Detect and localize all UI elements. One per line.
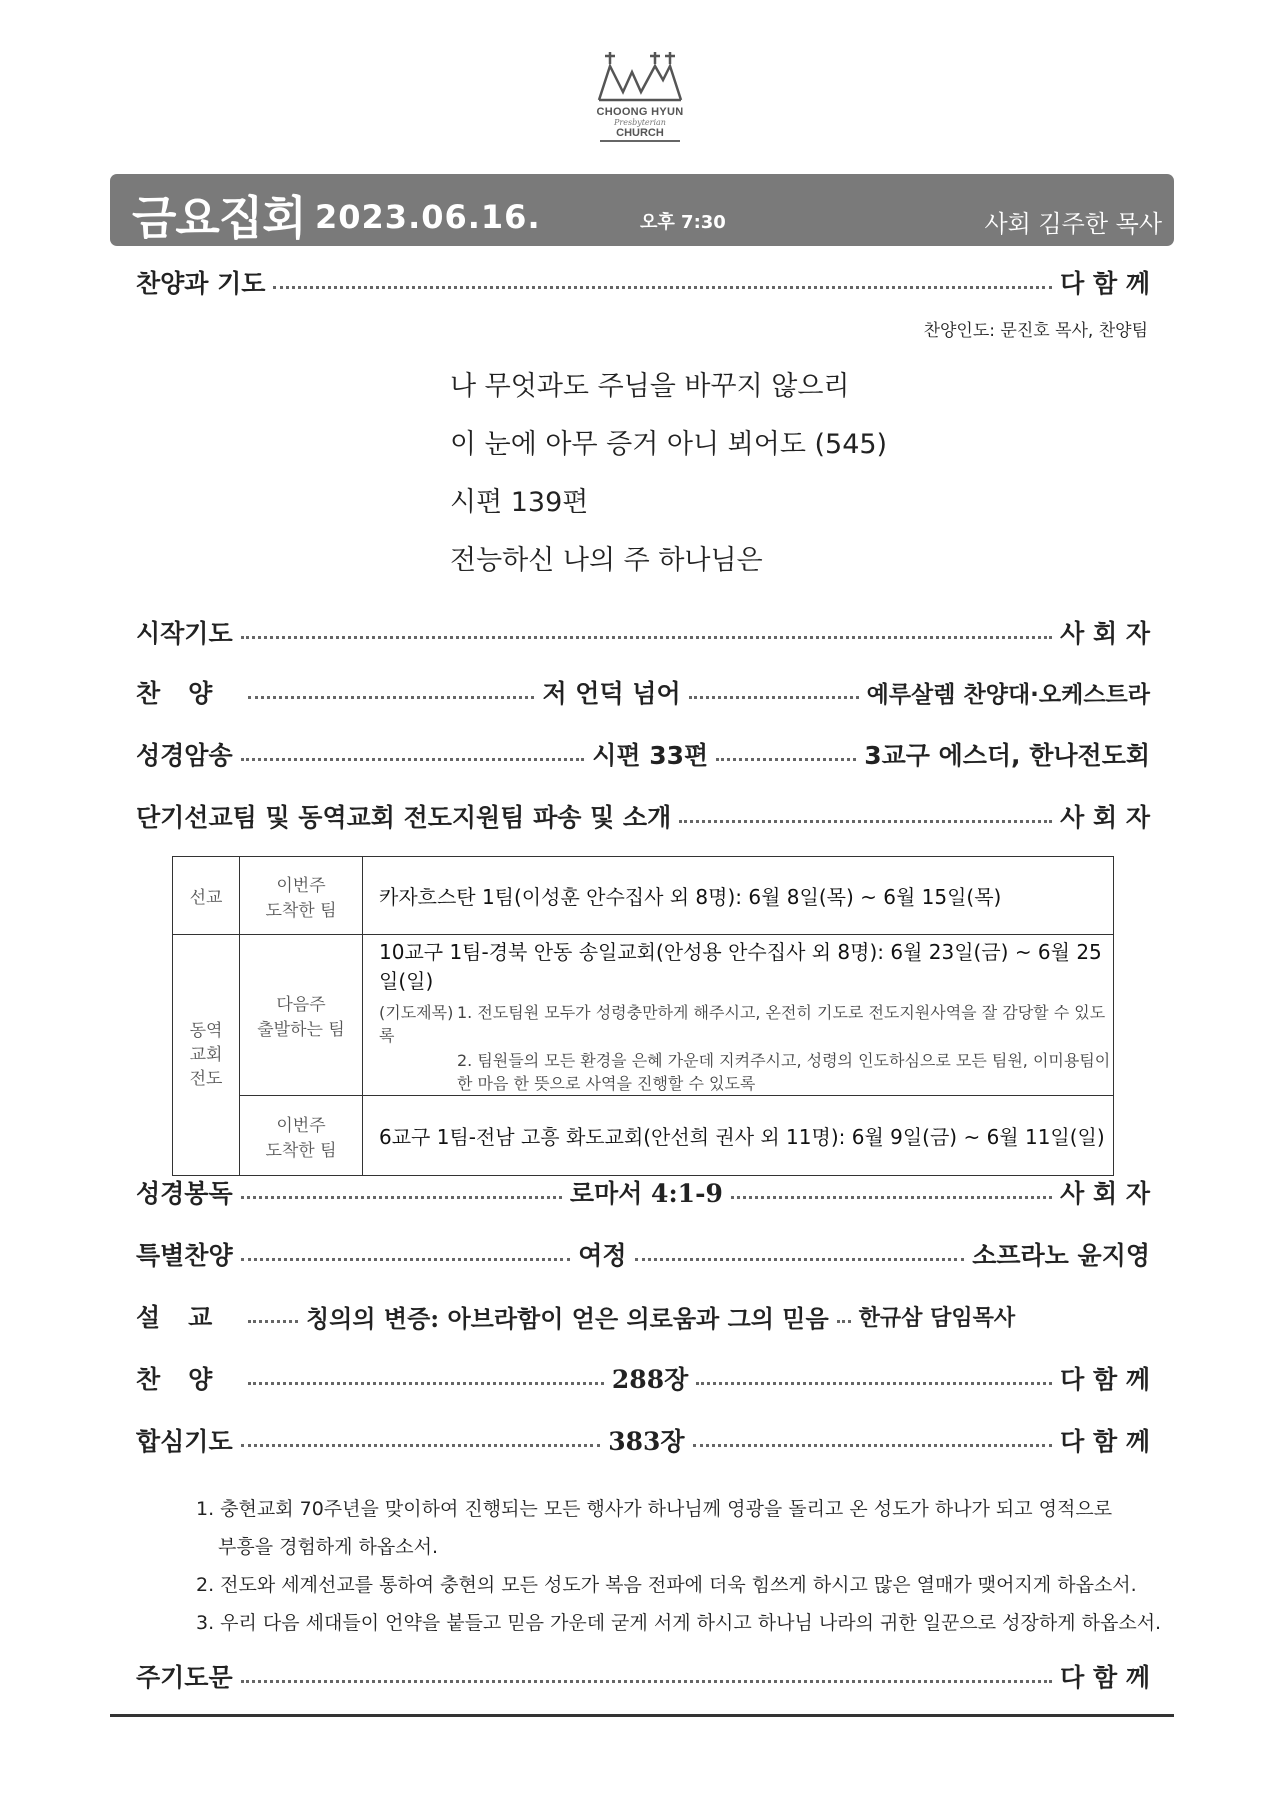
leader-dots <box>241 1444 601 1447</box>
row-title: 여정 <box>578 1241 627 1270</box>
table-row <box>173 935 1114 1096</box>
row-performer: 다 함 께 <box>1060 1365 1151 1394</box>
row-label: 시작기도 <box>136 619 233 648</box>
row-title: 시편 33편 <box>592 741 709 770</box>
table-cell-type: 이번주 도착한 팀 <box>240 857 363 935</box>
song-1: 나 무엇과도 주님을 바꾸지 않으리 <box>450 371 850 402</box>
prayer-item-2: 2. 팀원들의 모든 환경을 은혜 가운데 지켜주시고, 성령의 인도하심으로 모든 팀원, 이미용팀이 한 마음 한 뜻으로 사역을 진행할 수 있도록 <box>457 1051 1111 1093</box>
table-cell-type: 다음주 출발하는 팀 <box>240 935 363 1096</box>
row-performer: 다 함 께 <box>1060 1663 1150 1692</box>
leader-dots <box>837 1320 851 1323</box>
praise-leader: 찬양인도: 문진호 목사, 찬양팀 <box>923 321 1148 341</box>
bottom-divider <box>110 1714 1174 1717</box>
row-performer: 한규삼 담임목사 <box>858 1305 1016 1331</box>
row-praise-label: 찬양과 기도 <box>136 269 266 298</box>
row-label: 합심기도 <box>136 1427 233 1456</box>
leader-dots <box>689 696 859 699</box>
service-date: 2023.06.16. <box>315 198 541 236</box>
table-cell-category: 동역 교회 전도 <box>173 935 240 1176</box>
leader-dots <box>696 1382 1052 1385</box>
leader-dots <box>635 1258 965 1261</box>
leader-dots <box>241 636 1053 639</box>
row-performer: 사 회 자 <box>1060 619 1150 648</box>
leader-dots <box>241 1680 1053 1683</box>
prayer-item-1: 1. 전도팀원 모두가 성령충만하게 해주시고, 온전히 기도로 전도지원사역을 잘 감당할 수 있도록 <box>379 1003 1106 1045</box>
row-performer: 다 함 께 <box>1060 1427 1150 1456</box>
row-label: 설교 <box>136 1303 241 1332</box>
row-title: 저 언덕 넘어 <box>542 679 681 708</box>
team-description: 10교구 1팀-경북 안동 송일교회(안성용 안수집사 외 8명): 6월 23일(금) ~ 6월 25일(일) <box>379 940 1102 993</box>
prayer-topic-1: 1. 충현교회 70주년을 맞이하여 진행되는 모든 행사가 하나님께 영광을 돌리고 온 성도가 하나가 되고 영적으로 <box>196 1498 1113 1520</box>
leader-dots <box>273 286 1052 289</box>
church-logo-icon <box>595 50 685 102</box>
mission-table <box>172 856 1114 1176</box>
row-praise <box>136 260 1150 304</box>
leader-dots <box>716 758 856 761</box>
leader-dots <box>731 1196 1052 1199</box>
header-bar <box>110 174 1174 246</box>
row-praise-performer: 다 함 께 <box>1060 269 1150 298</box>
leader-dots <box>248 1382 604 1385</box>
row-opening-prayer <box>136 610 1150 654</box>
table-cell-content: 카자흐스탄 1팀(이성훈 안수집사 외 8명): 6월 8일(목) ~ 6월 15일(목) <box>363 857 1114 935</box>
row-label: 특별찬양 <box>136 1241 233 1270</box>
row-title: 288장 <box>611 1365 689 1394</box>
row-lords-prayer <box>136 1654 1150 1698</box>
prayer-requests <box>379 1000 1112 1094</box>
row-mission <box>136 794 1150 838</box>
leader-dots <box>693 1444 1053 1447</box>
row-title: 칭의의 변증: 아브라함이 얻은 의로움과 그의 믿음 <box>306 1303 829 1333</box>
leader-dots <box>679 820 1052 823</box>
prayer-topic-1-cont: 부흥을 경험하게 하옵소서. <box>218 1536 439 1558</box>
row-performer: 예루살렘 찬양대·오케스트라 <box>866 681 1150 708</box>
table-cell-category: 선교 <box>173 857 240 935</box>
row-label: 단기선교팀 및 동역교회 전도지원팀 파송 및 소개 <box>136 803 672 832</box>
leader-dots <box>241 1258 571 1261</box>
church-logo <box>585 50 695 150</box>
row-label: 성경봉독 <box>136 1179 233 1208</box>
row-hymn2 <box>136 1356 1150 1400</box>
service-time: 오후 7:30 <box>640 212 726 233</box>
row-performer: 사 회 자 <box>1060 803 1150 832</box>
table-cell-type: 이번주 도착한 팀 <box>240 1096 363 1176</box>
prayer-topic-2: 2. 전도와 세계선교를 통하여 충현의 모든 성도가 복음 전파에 더욱 힘쓰게 하시고 많은 열매가 맺어지게 하옵소서. <box>196 1574 1137 1596</box>
row-title: 로마서 4:1-9 <box>569 1179 723 1208</box>
row-special <box>136 1232 1150 1276</box>
table-row <box>173 857 1114 935</box>
leader-dots <box>248 1320 298 1323</box>
logo-underline <box>600 140 680 142</box>
row-hymn1 <box>136 670 1150 714</box>
prayer-topic-3: 3. 우리 다음 세대들이 언약을 붙들고 믿음 가운데 굳게 서게 하시고 하나님 나라의 귀한 일꾼으로 성장하게 하옵소서. <box>196 1612 1162 1634</box>
row-label: 찬양 <box>136 679 241 708</box>
row-performer: 사 회 자 <box>1060 1179 1151 1208</box>
service-host: 사회 김주한 목사 <box>984 210 1162 238</box>
table-cell-content: 6교구 1팀-전남 고흥 화도교회(안선희 권사 외 11명): 6월 9일(금) ~ 6월 11일(일) <box>363 1096 1114 1176</box>
row-performer: 3교구 에스더, 한나전도회 <box>864 741 1150 770</box>
logo-line1: CHOONG HYUN <box>596 106 684 118</box>
row-label: 성경암송 <box>136 741 233 770</box>
song-3: 시편 139편 <box>450 487 589 518</box>
page-title: 금요집회 <box>132 191 306 245</box>
logo-line2: Presbyterian <box>614 118 666 127</box>
row-label: 찬양 <box>136 1365 241 1394</box>
song-2: 이 눈에 아무 증거 아니 뵈어도 (545) <box>450 429 888 460</box>
row-performer: 소프라노 윤지영 <box>972 1241 1150 1270</box>
prayer-label: (기도제목) <box>379 1003 454 1022</box>
row-recitation <box>136 732 1150 776</box>
row-unity-prayer <box>136 1418 1150 1462</box>
leader-dots <box>248 696 534 699</box>
song-4: 전능하신 나의 주 하나님은 <box>450 545 763 576</box>
leader-dots <box>241 1196 562 1199</box>
row-title: 383장 <box>608 1427 685 1456</box>
logo-line3: CHURCH <box>616 127 664 139</box>
table-row <box>173 1096 1114 1176</box>
table-cell-content <box>363 935 1114 1096</box>
row-reading <box>136 1170 1150 1214</box>
row-label: 주기도문 <box>136 1663 233 1692</box>
row-sermon <box>136 1294 1150 1338</box>
leader-dots <box>241 758 585 761</box>
